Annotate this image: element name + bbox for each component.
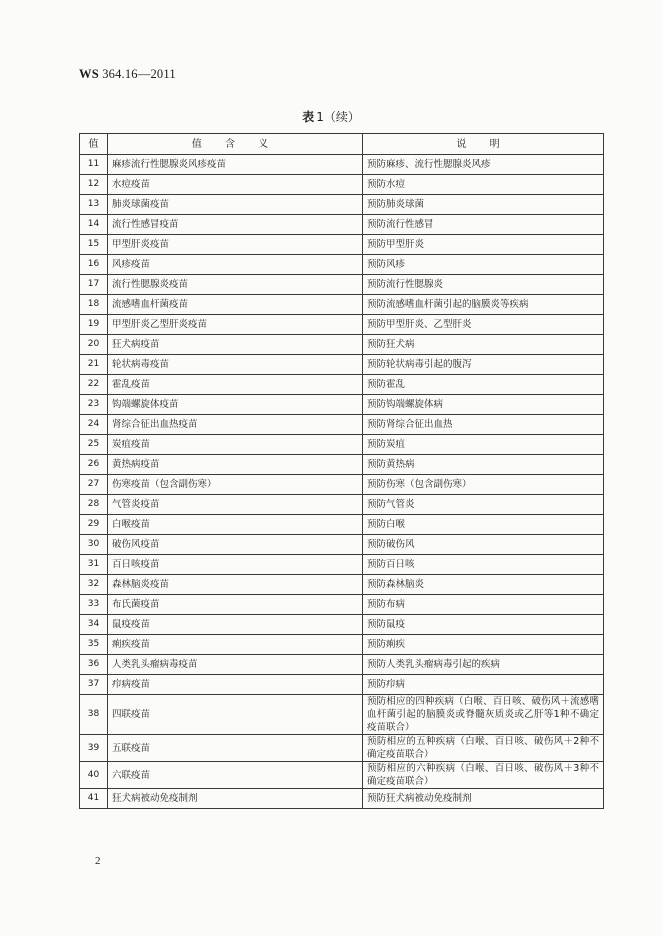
table-row [80,235,604,255]
cell-description: 预防轮状病毒引起的腹泻 [363,355,604,375]
cell-meaning: 黄热病疫苗 [108,455,363,475]
cell-value: 32 [80,575,108,595]
cell-description: 预防相应的四种疾病（白喉、百日咳、破伤风＋流感嗜血杆菌引起的脑膜炎或脊髓灰质炎或乙肝等1种不确定疫苗联合） [363,695,604,735]
table-row [80,762,604,789]
cell-value: 39 [80,735,108,762]
cell-meaning: 狂犬病被动免疫制剂 [108,789,363,809]
cell-value: 30 [80,535,108,555]
table-row [80,415,604,435]
cell-description: 预防疖病 [363,675,604,695]
table-row [80,335,604,355]
table-row [80,635,604,655]
cell-description: 预防肺炎球菌 [363,195,604,215]
cell-value: 25 [80,435,108,455]
cell-description: 预防痢疾 [363,635,604,655]
cell-description: 预防百日咳 [363,555,604,575]
cell-meaning: 水痘疫苗 [108,175,363,195]
cell-value: 37 [80,675,108,695]
cell-description: 预防人类乳头瘤病毒引起的疾病 [363,655,604,675]
cell-description: 预防白喉 [363,515,604,535]
cell-description: 预防甲型肝炎、乙型肝炎 [363,315,604,335]
cell-description: 预防风疹 [363,255,604,275]
table-row [80,615,604,635]
cell-description: 预防流行性感冒 [363,215,604,235]
cell-value: 23 [80,395,108,415]
column-header-description: 说 明 [363,134,604,155]
cell-value: 12 [80,175,108,195]
table-row [80,295,604,315]
cell-description: 预防鼠疫 [363,615,604,635]
cell-meaning: 痢疾疫苗 [108,635,363,655]
cell-description: 预防炭疽 [363,435,604,455]
cell-meaning: 鼠疫疫苗 [108,615,363,635]
column-header-value: 值 [80,134,108,155]
cell-meaning: 伤寒疫苗（包含副伤寒） [108,475,363,495]
cell-value: 33 [80,595,108,615]
cell-value: 28 [80,495,108,515]
cell-meaning: 霍乱疫苗 [108,375,363,395]
table-row [80,175,604,195]
cell-meaning: 钩端螺旋体疫苗 [108,395,363,415]
cell-meaning: 破伤风疫苗 [108,535,363,555]
table-row [80,195,604,215]
table-row [80,695,604,735]
cell-description: 预防狂犬病被动免疫制剂 [363,789,604,809]
vaccine-code-table [79,133,604,809]
cell-meaning: 麻疹流行性腮腺炎风疹疫苗 [108,155,363,175]
cell-description: 预防肾综合征出血热 [363,415,604,435]
cell-description: 预防相应的五种疾病（白喉、百日咳、破伤风＋2种不确定疫苗联合） [363,735,604,762]
cell-meaning: 人类乳头瘤病毒疫苗 [108,655,363,675]
cell-description: 预防气管炎 [363,495,604,515]
cell-value: 38 [80,695,108,735]
cell-description: 预防黄热病 [363,455,604,475]
cell-value: 41 [80,789,108,809]
cell-meaning: 肾综合征出血热疫苗 [108,415,363,435]
cell-description: 预防甲型肝炎 [363,235,604,255]
cell-meaning: 森林脑炎疫苗 [108,575,363,595]
standard-code [79,67,176,82]
cell-description: 预防水痘 [363,175,604,195]
cell-meaning: 白喉疫苗 [108,515,363,535]
table-row [80,275,604,295]
cell-value: 27 [80,475,108,495]
cell-meaning: 轮状病毒疫苗 [108,355,363,375]
table-row [80,395,604,415]
cell-description: 预防麻疹、流行性腮腺炎风疹 [363,155,604,175]
table-caption-label: 表 [302,110,315,124]
cell-value: 34 [80,615,108,635]
cell-meaning: 六联疫苗 [108,762,363,789]
cell-value: 15 [80,235,108,255]
table-row [80,355,604,375]
cell-description: 预防相应的六种疾病（白喉、百日咳、破伤风＋3种不确定疫苗联合） [363,762,604,789]
standard-prefix: WS [79,67,99,81]
table-row [80,435,604,455]
cell-value: 24 [80,415,108,435]
table-row [80,655,604,675]
table-row [80,315,604,335]
table-row [80,495,604,515]
cell-value: 18 [80,295,108,315]
table-row [80,155,604,175]
cell-value: 21 [80,355,108,375]
table-row [80,789,604,809]
column-header-meaning: 值 含 义 [108,134,363,155]
cell-value: 40 [80,762,108,789]
table-caption [0,108,662,125]
cell-meaning: 狂犬病疫苗 [108,335,363,355]
table-row [80,515,604,535]
cell-meaning: 气管炎疫苗 [108,495,363,515]
cell-description: 预防流行性腮腺炎 [363,275,604,295]
cell-value: 20 [80,335,108,355]
cell-value: 22 [80,375,108,395]
cell-meaning: 流感嗜血杆菌疫苗 [108,295,363,315]
cell-value: 17 [80,275,108,295]
table-caption-text: 1（续） [316,110,360,124]
cell-meaning: 布氏菌疫苗 [108,595,363,615]
table-row [80,375,604,395]
cell-meaning: 肺炎球菌疫苗 [108,195,363,215]
table-row [80,555,604,575]
cell-value: 35 [80,635,108,655]
cell-description: 预防钩端螺旋体病 [363,395,604,415]
cell-description: 预防森林脑炎 [363,575,604,595]
cell-value: 16 [80,255,108,275]
cell-description: 预防流感嗜血杆菌引起的脑膜炎等疾病 [363,295,604,315]
cell-meaning: 流行性感冒疫苗 [108,215,363,235]
cell-description: 预防伤寒（包含副伤寒） [363,475,604,495]
cell-meaning: 五联疫苗 [108,735,363,762]
cell-description: 预防狂犬病 [363,335,604,355]
cell-meaning: 百日咳疫苗 [108,555,363,575]
table-row [80,575,604,595]
cell-value: 11 [80,155,108,175]
table-header-row [80,134,604,155]
table-row [80,475,604,495]
cell-value: 14 [80,215,108,235]
cell-value: 31 [80,555,108,575]
cell-description: 预防破伤风 [363,535,604,555]
table-row [80,535,604,555]
cell-value: 19 [80,315,108,335]
cell-description: 预防霍乱 [363,375,604,395]
cell-meaning: 疖病疫苗 [108,675,363,695]
table-body [80,155,604,809]
cell-meaning: 甲型肝炎疫苗 [108,235,363,255]
cell-meaning: 流行性腮腺炎疫苗 [108,275,363,295]
cell-value: 36 [80,655,108,675]
cell-meaning: 炭疽疫苗 [108,435,363,455]
table-row [80,455,604,475]
cell-description: 预防布病 [363,595,604,615]
cell-meaning: 甲型肝炎乙型肝炎疫苗 [108,315,363,335]
page-number: 2 [95,855,101,867]
table-row [80,735,604,762]
cell-value: 13 [80,195,108,215]
table-row [80,675,604,695]
cell-meaning: 四联疫苗 [108,695,363,735]
table-row [80,215,604,235]
table-row [80,595,604,615]
cell-meaning: 风疹疫苗 [108,255,363,275]
cell-value: 26 [80,455,108,475]
cell-value: 29 [80,515,108,535]
standard-number: 364.16—2011 [102,67,176,81]
table-row [80,255,604,275]
